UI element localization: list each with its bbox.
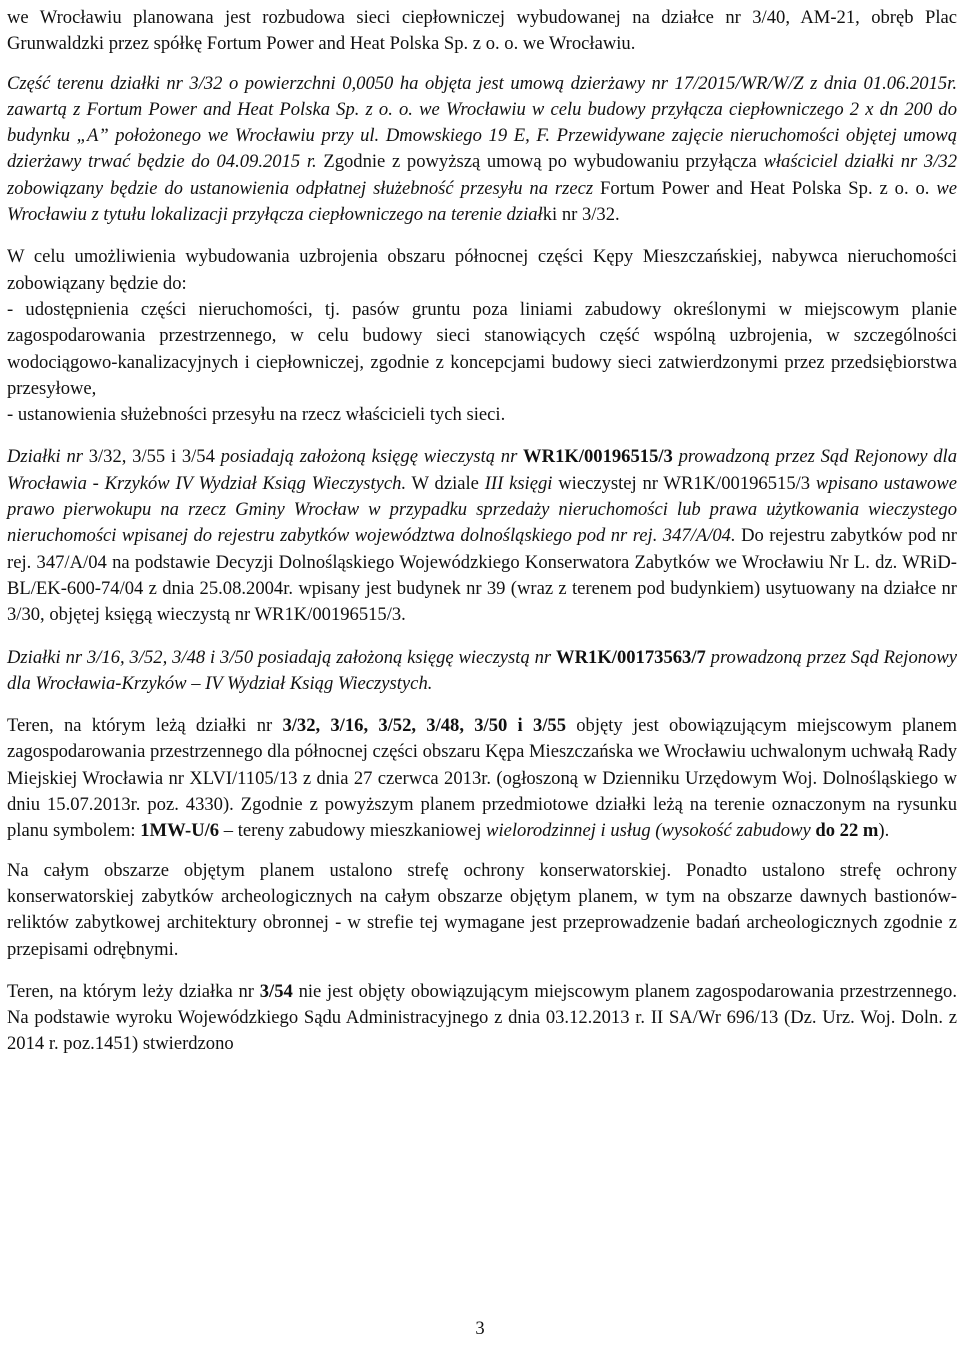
paragraph-plot-3-54: Teren, na którym leży działka nr 3/54 nie jest objęty obowiązującym miejscowym planem zagospodarowania przestrzennego. Na podstawie wyroku Wojewódzkiego Sądu Administracyjnego z dnia 03.12.2013 r. II SA/Wr 696/13 (Dz. Urz. Woj. Doln. z 2014 r. poz.1451) stwierdzono: [7, 980, 957, 1055]
paragraph-conservation-zone: Na całym obszarze objętym planem ustalono strefę ochrony konserwatorskiej. Ponadto ustalono strefę ochrony konserwatorskiej zabytków archeologicznych na całym obszarze objętym planem, w tym na obszarze dawnych bastionów- reliktów zabytkowej architektury obronnej - w strefie tej wymagane jest przeprowadzenie badań archeologicznych zgodnie z przepisami odrębnymi.: [7, 859, 957, 960]
paragraph-heating-network-expansion: we Wrocławiu planowana jest rozbudowa sieci ciepłowniczej wybudowanej na działce nr 3/40, AM-21, obręb Plac Grunwaldzki przez spółkę Fortum Power and Heat Polska Sp. z o. o. we Wrocławiu.: [7, 7, 957, 55]
list-item-obligation-access: - udostępnienia części nieruchomości, tj. pasów gruntu poza liniami zabudowy określonymi w miejscowym planie zagospodarowania przestrzennego, w celu budowy sieci stanowiących część wspólną uzbrojenia, w szczególności wodociągowo-kanalizacyjnych i ciepłowniczej, zgodnie z koncepcjami budowy sieci zatwierdzonymi przez przedsiębiorstwa przesyłowe,: [7, 298, 957, 399]
list-item-obligation-easement: - ustanowienia służebności przesyłu na rzecz właścicieli tych sieci.: [7, 404, 506, 426]
document-page: [7, 5, 957, 1058]
paragraph-buyer-obligations-intro: W celu umożliwienia wybudowania uzbrojenia obszaru północnej części Kępy Mieszczańskiej, nabywca nieruchomości zobowiązany będzie do:: [7, 246, 957, 294]
paragraph-land-register-2: Działki nr 3/16, 3/52, 3/48 i 3/50 posiadają założoną księgę wieczystą nr WR1K/00173563/7 prowadzoną przez Sąd Rejonowy dla Wrocławia-Krzyków – IV Wydział Ksiąg Wieczystych.: [7, 646, 957, 694]
paragraph-land-register-1: Działki nr 3/32, 3/55 i 3/54 posiadają założoną księgę wieczystą nr WR1K/00196515/3 prowadzoną przez Sąd Rejonowy dla Wrocławia - Krzyków IV Wydział Ksiąg Wieczystych. W dziale III księgi wieczystej nr WR1K/00196515/3 wpisano ustawowe prawo pierwokupu na rzecz Gminy Wrocław w przypadku sprzedaży nieruchomości lub prawa użytkowania wieczystego nieruchomości wpisanej do rejestru zabytków województwa dolnośląskiego pod nr rej. 347/A/04. Do rejestru zabytków pod nr rej. 347/A/04 na podstawie Decyzji Dolnośląskiego Wojewódzkiego Konserwatora Zabytków we Wrocławiu Nr L. dz. WRiD-BL/EK-600-74/04 z dnia 25.08.2004r. wpisany jest budynek nr 39 (wraz z terenem pod budynkiem) usytuowany na działce nr 3/30, objętej księgą wieczystą nr WR1K/00196515/3.: [7, 446, 958, 626]
paragraph-lease-agreement: Część terenu działki nr 3/32 o powierzchni 0,0050 ha objęta jest umową dzierżawy nr 17/2015/WR/W/Z z dnia 01.06.2015r. zawartą z Fortum Power and Heat Polska Sp. z o. o. we Wrocławiu w celu budowy przyłącza ciepłowniczego 2 x dn 200 do budynku „A” położonego we Wrocławiu przy ul. Dmowskiego 19 E, F. Przewidywane zajęcie nieruchomości objętej umową dzierżawy trwać będzie do 04.09.2015 r. Zgodnie z powyższą umową po wybudowaniu przyłącza właściciel działki nr 3/32 zobowiązany będzie do ustanowienia odpłatnej służebność przesyłu na rzecz Fortum Power and Heat Polska Sp. z o. o. we Wrocławiu z tytułu lokalizacji przyłącza ciepłowniczego na terenie działki nr 3/32.: [7, 72, 957, 226]
paragraph-zoning-plan: Teren, na którym leżą działki nr 3/32, 3/16, 3/52, 3/48, 3/50 i 3/55 objęty jest obowiązującym miejscowym planem zagospodarowania przestrzennego dla północnej części obszaru Kępa Mieszczańska we Wrocławiu uchwalonym uchwałą Rady Miejskiej Wrocławia nr XLVI/1105/13 z dnia 27 czerwca 2013r. (ogłoszoną w Dzienniku Urzędowym Woj. Dolnośląskiego w dniu 15.07.2013r. poz. 4330). Zgodnie z powyższym planem przedmiotowe działki leżą na terenie oznaczonym na rysunku planu symbolem: 1MW-U/6 – tereny zabudowy mieszkaniowej wielorodzinnej i usług (wysokość zabudowy do 22 m).: [7, 715, 957, 842]
page-number: 3: [475, 1318, 485, 1339]
